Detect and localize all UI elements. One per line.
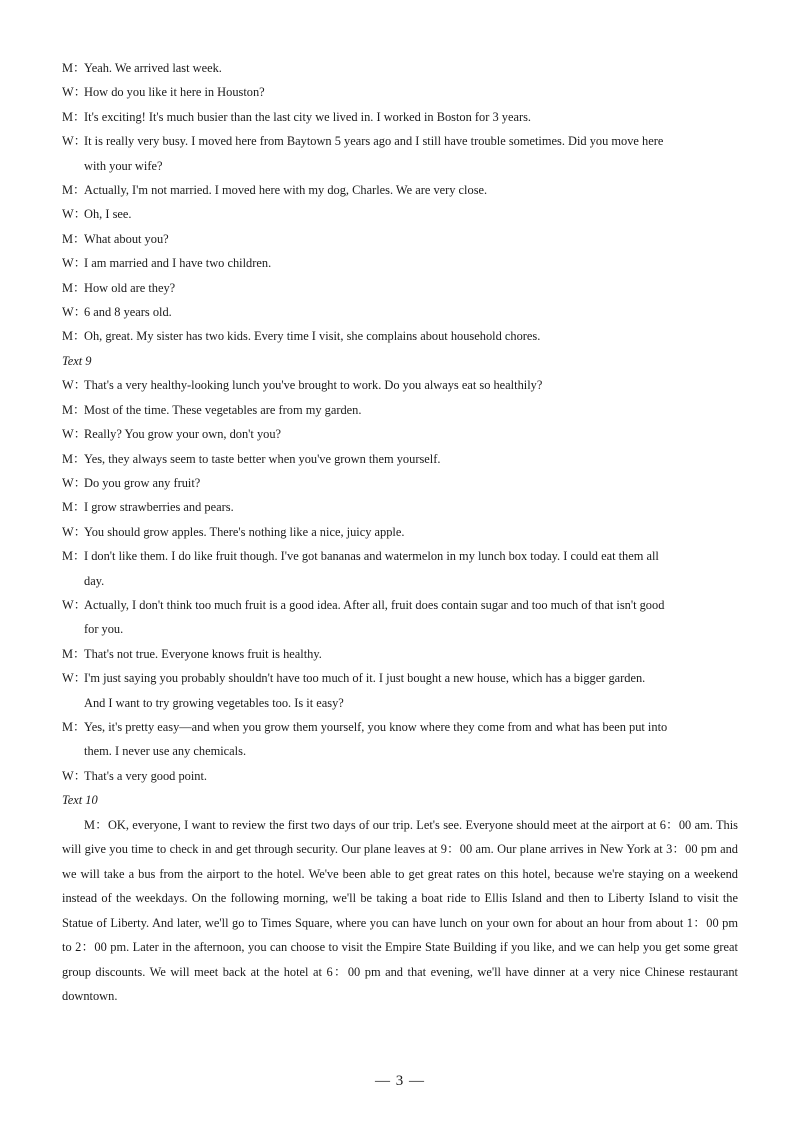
- dialogue-text: [84, 764, 738, 788]
- line-text: It is really very busy. I moved here from Baytown 5 years ago and I still have trouble sometimes. Did you move here: [84, 134, 664, 149]
- line-text: How do you like it here in Houston?: [84, 85, 265, 100]
- dialogue-text: [84, 520, 738, 544]
- dialogue-text9: [62, 373, 738, 788]
- speaker-label: W：: [62, 475, 87, 490]
- dialogue-line: [62, 764, 738, 788]
- dialogue-line: [62, 105, 738, 129]
- dialogue-line: [62, 276, 738, 300]
- text10-heading: Text 10: [62, 793, 98, 808]
- dialogue-text: [84, 666, 738, 715]
- line-text: Yes, they always seem to taste better when you've grown them yourself.: [84, 451, 441, 466]
- dialogue-text: [84, 447, 738, 471]
- dialogue-line: [62, 178, 738, 202]
- dialogue-text: [84, 398, 738, 422]
- line-text: That's a very good point.: [84, 768, 208, 783]
- dialogue-line: [62, 80, 738, 104]
- dialogue-text8: [62, 56, 738, 349]
- speaker-label: M：: [62, 61, 86, 75]
- speaker-label: M：: [62, 500, 86, 515]
- dialogue-line: [62, 447, 738, 471]
- dialogue-line: [62, 471, 738, 495]
- dialogue-text: [84, 56, 738, 80]
- dialogue-text: [84, 251, 738, 275]
- dialogue-line: [62, 373, 738, 397]
- line-text: Really? You grow your own, don't you?: [84, 427, 282, 442]
- dialogue-line: [62, 715, 738, 764]
- dialogue-text: [84, 300, 738, 324]
- text9-heading: Text 9: [62, 353, 92, 368]
- speaker-label: M：: [62, 183, 86, 198]
- dialogue-text: [84, 105, 738, 129]
- speaker-label: M：: [62, 329, 86, 344]
- line-text: 6 and 8 years old.: [84, 305, 172, 320]
- dialogue-text: [84, 129, 738, 178]
- dialogue-line: [62, 495, 738, 519]
- dialogue-line: [62, 129, 738, 178]
- text10-paragraph: M：OK, everyone, I want to review the first two days of our trip. Let's see. Everyone should meet at the airport at 6：00 am. This will give you time to check in and get through security. Our plane leaves at 9：00 am. Our plane arrives in New York at 3：00 pm and we will take a bus from the airport to the hotel. We've been able to get great rates on this hotel, because we're staying on a weekend instead of the weekdays. On the following morning, we'll be taking a boat ride to Ellis Island and then to Liberty Island to visit the Statue of Liberty. And later, we'll go to Times Square, where you can have lunch on your own for about an hour from about 1：00 pm to 2：00 pm. Later in the afternoon, you can choose to visit the Empire State Building if you like, and we can help you get some great group discounts. We will meet back at the hotel at 6：00 pm and that evening, we'll have dinner at a very nice Chinese restaurant downtown.: [62, 817, 738, 1004]
- line-text: Most of the time. These vegetables are from my garden.: [84, 402, 362, 417]
- dialogue-line: [62, 398, 738, 422]
- dialogue-line: [62, 324, 738, 348]
- dialogue-line: [62, 593, 738, 642]
- speaker-label: W：: [62, 524, 87, 539]
- dialogue-line: [62, 300, 738, 324]
- line-text: Do you grow any fruit?: [84, 475, 201, 490]
- dialogue-text: [84, 593, 738, 642]
- speaker-label: M：: [62, 402, 86, 417]
- speaker-label: M：: [62, 451, 86, 466]
- dialogue-text: [84, 80, 738, 104]
- line-text: It's exciting! It's much busier than the last city we lived in. I worked in Boston for 3 years.: [84, 109, 531, 124]
- dialogue-text: [84, 642, 738, 666]
- line-text: What about you?: [84, 231, 169, 246]
- line-continuation: for you.: [84, 622, 124, 637]
- speaker-label: W：: [62, 597, 87, 612]
- speaker-label: W：: [62, 134, 87, 149]
- dialogue-line: [62, 56, 738, 80]
- line-text: Oh, I see.: [84, 207, 132, 222]
- dialogue-text: [84, 471, 738, 495]
- line-continuation: with your wife?: [84, 158, 163, 173]
- speaker-label: W：: [62, 207, 87, 222]
- line-text: Actually, I'm not married. I moved here with my dog, Charles. We are very close.: [84, 183, 488, 198]
- speaker-label: W：: [62, 768, 87, 783]
- speaker-label: M：: [62, 231, 86, 246]
- speaker-label: W：: [62, 305, 87, 320]
- dialogue-text: [84, 544, 738, 593]
- dialogue-text: [84, 178, 738, 202]
- line-text: Yes, it's pretty easy—and when you grow them yourself, you know where they come from and what has been put into: [84, 719, 668, 734]
- line-continuation: them. I never use any chemicals.: [84, 744, 247, 759]
- line-text: Actually, I don't think too much fruit is a good idea. After all, fruit does contain sugar and too much of that isn't good: [84, 597, 665, 612]
- speaker-label: W：: [62, 427, 87, 442]
- line-continuation: day.: [84, 573, 105, 588]
- dialogue-text: [84, 495, 738, 519]
- dialogue-text: [84, 422, 738, 446]
- speaker-label: M：: [62, 549, 86, 564]
- dialogue-text: [84, 227, 738, 251]
- line-text: I don't like them. I do like fruit though. I've got bananas and watermelon in my lunch box today. I could eat them all: [84, 549, 659, 564]
- speaker-label: M：: [62, 109, 86, 124]
- line-text: You should grow apples. There's nothing like a nice, juicy apple.: [84, 524, 405, 539]
- speaker-label: M：: [62, 719, 86, 734]
- speaker-label: M：: [62, 280, 86, 295]
- dialogue-line: [62, 642, 738, 666]
- dialogue-line: [62, 666, 738, 715]
- speaker-label: W：: [62, 378, 87, 393]
- dialogue-text: [84, 202, 738, 226]
- line-text: That's a very healthy-looking lunch you've brought to work. Do you always eat so healthily?: [84, 378, 543, 393]
- line-text: I'm just saying you probably shouldn't have too much of it. I just bought a new house, which has a bigger garden.: [84, 671, 646, 686]
- dialogue-line: [62, 202, 738, 226]
- line-text: I grow strawberries and pears.: [84, 500, 234, 515]
- dialogue-line: [62, 251, 738, 275]
- line-text: How old are they?: [84, 280, 176, 295]
- dialogue-line: [62, 227, 738, 251]
- speaker-label: W：: [62, 256, 87, 271]
- line-text: Oh, great. My sister has two kids. Every time I visit, she complains about household chores.: [84, 329, 541, 344]
- line-text: I am married and I have two children.: [84, 256, 272, 271]
- line-continuation: And I want to try growing vegetables too. Is it easy?: [84, 695, 344, 710]
- dialogue-line: [62, 544, 738, 593]
- line-text: Yeah. We arrived last week.: [84, 61, 222, 75]
- dialogue-text: [84, 324, 738, 348]
- dialogue-text: [84, 373, 738, 397]
- page-number: — 3 —: [375, 1073, 425, 1089]
- dialogue-line: [62, 422, 738, 446]
- dialogue-text: [84, 715, 738, 764]
- speaker-label: M：: [62, 646, 86, 661]
- line-text: That's not true. Everyone knows fruit is healthy.: [84, 646, 322, 661]
- dialogue-text: [84, 276, 738, 300]
- speaker-label: W：: [62, 85, 87, 100]
- dialogue-line: [62, 520, 738, 544]
- speaker-label: W：: [62, 671, 87, 686]
